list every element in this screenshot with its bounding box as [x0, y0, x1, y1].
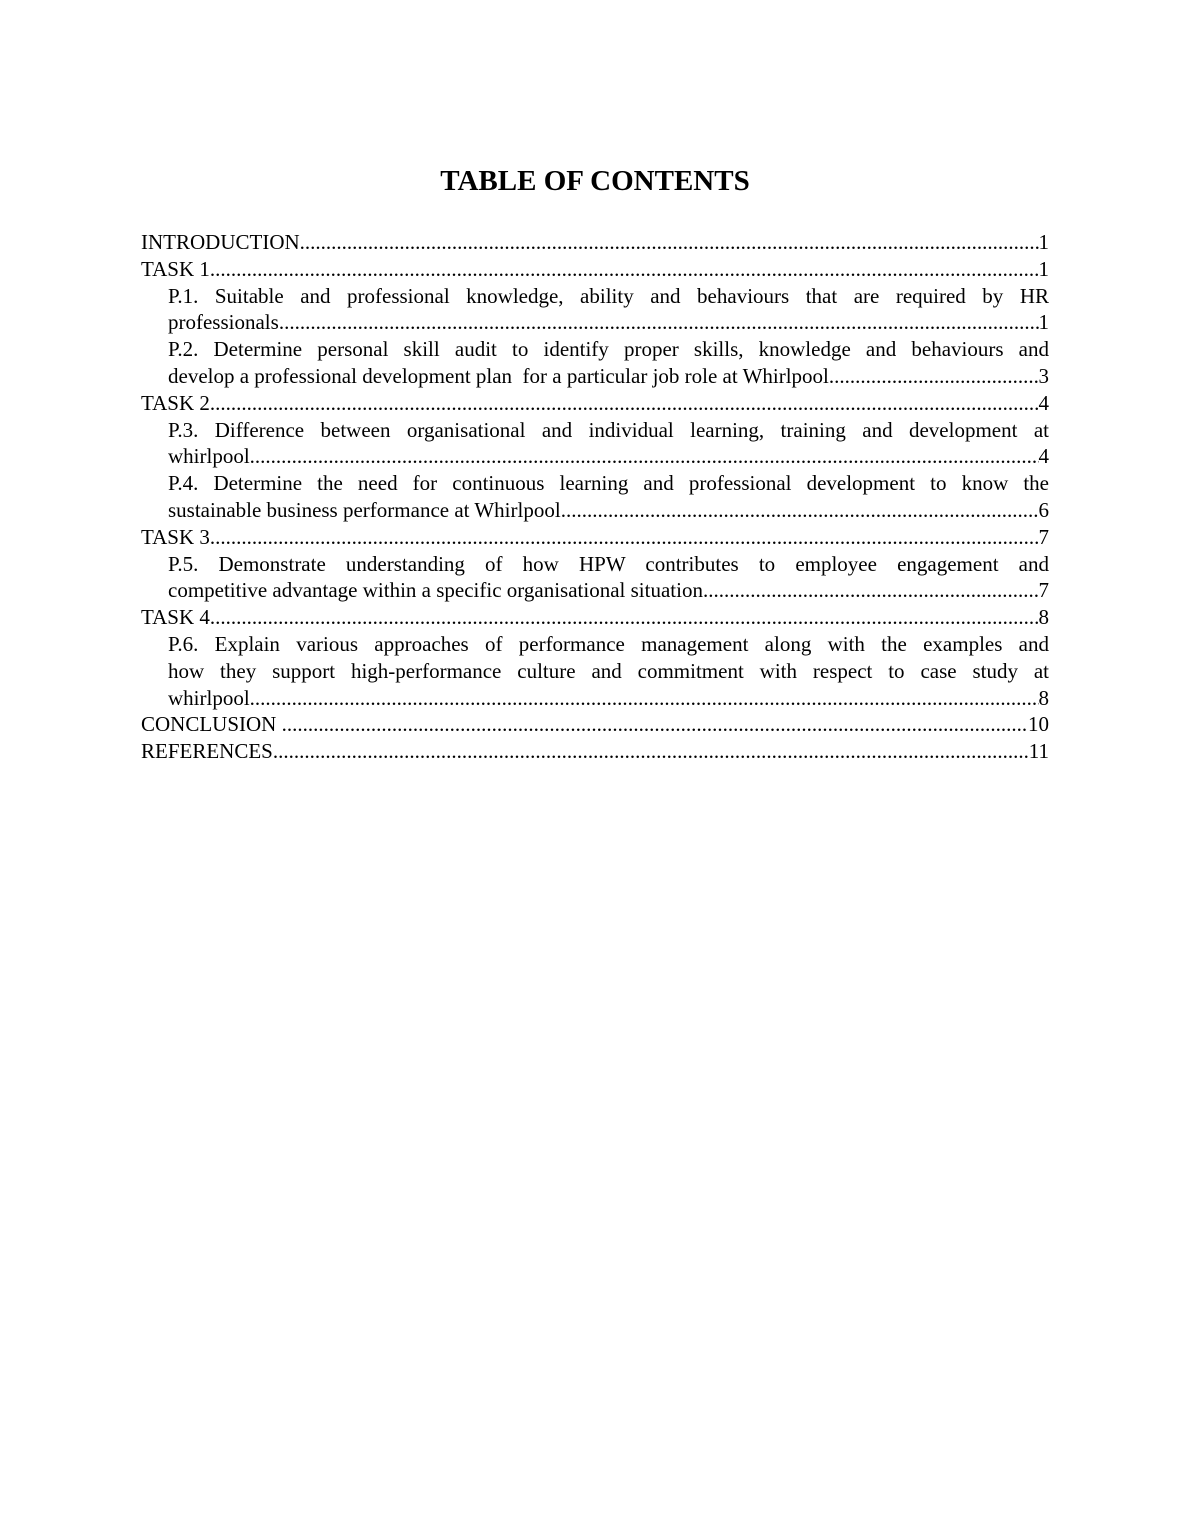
toc-leader-line: [168, 443, 1049, 470]
dot-leader: [250, 443, 1039, 470]
toc-page-number: 8: [1038, 685, 1049, 710]
toc-leader-line: [168, 363, 1049, 390]
dot-leader: [300, 229, 1039, 256]
table-of-contents: [141, 229, 1049, 765]
toc-subentry[interactable]: [168, 551, 1049, 605]
toc-leader-line: [141, 738, 1049, 765]
toc-page-number: 1: [1038, 310, 1049, 335]
dot-leader: [279, 309, 1039, 336]
toc-entry-label: CONCLUSION: [141, 712, 282, 737]
toc-leader-line: [168, 497, 1049, 524]
toc-page-number: 3: [1038, 363, 1049, 388]
toc-entry[interactable]: [141, 229, 1049, 256]
toc-page-number: 1: [1038, 230, 1049, 254]
toc-entry-label: TASK 3: [141, 524, 210, 549]
toc-entry-label: develop a professional development plan for a particular job role at Whirlpool: [168, 363, 829, 388]
toc-entry-label: TASK 2: [141, 390, 210, 415]
toc-entry-text-line: P.1. Suitable and professional knowledge, ability and behaviours that are required by HR: [168, 283, 1049, 308]
toc-subentry[interactable]: [168, 631, 1049, 711]
toc-entry-text-line: P.6. Explain various approaches of performance management along with the examples and: [168, 631, 1049, 656]
toc-entry-label: INTRODUCTION: [141, 230, 300, 254]
toc-leader-line: [141, 229, 1049, 256]
dot-leader: [829, 363, 1039, 390]
toc-page-number: 6: [1038, 497, 1049, 522]
toc-entry-label: TASK 4: [141, 605, 210, 630]
toc-subentry[interactable]: [168, 336, 1049, 390]
toc-entry-label: professionals: [168, 310, 279, 335]
toc-page-number: 4: [1038, 390, 1049, 415]
toc-page-number: 10: [1028, 712, 1049, 737]
toc-entry[interactable]: [141, 256, 1049, 283]
toc-page-number: 7: [1038, 578, 1049, 603]
toc-entry-label: whirlpool: [168, 444, 250, 469]
toc-page-number: 7: [1038, 524, 1049, 549]
toc-entry[interactable]: [141, 604, 1049, 631]
toc-leader-line: [168, 309, 1049, 336]
toc-entry[interactable]: [141, 738, 1049, 765]
toc-entry-label: sustainable business performance at Whirlpool: [168, 497, 561, 522]
toc-leader-line: [141, 390, 1049, 417]
toc-leader-line: [141, 604, 1049, 631]
toc-entry-label: TASK 1: [141, 256, 210, 281]
dot-leader: [210, 524, 1039, 551]
toc-page-number: 8: [1038, 605, 1049, 630]
dot-leader: [561, 497, 1039, 524]
toc-subentry[interactable]: [168, 417, 1049, 471]
dot-leader: [210, 604, 1039, 631]
toc-subentry[interactable]: [168, 283, 1049, 337]
toc-entry[interactable]: [141, 524, 1049, 551]
toc-leader-line: [141, 524, 1049, 551]
toc-entry-label: REFERENCES: [141, 739, 273, 764]
toc-entry-label: competitive advantage within a specific organisational situation: [168, 578, 703, 603]
toc-entry-text-line: P.5. Demonstrate understanding of how HPW contributes to employee engagement and: [168, 551, 1049, 576]
toc-leader-line: [168, 685, 1049, 712]
page-title: TABLE OF CONTENTS: [440, 165, 750, 197]
toc-page-number: 11: [1028, 739, 1049, 764]
toc-leader-line: [141, 711, 1049, 738]
toc-entry-text-line: P.4. Determine the need for continuous learning and professional development to know the: [168, 471, 1049, 496]
toc-page-number: 1: [1038, 256, 1049, 281]
dot-leader: [210, 390, 1039, 417]
toc-page-number: 4: [1038, 444, 1049, 469]
dot-leader: [703, 577, 1039, 604]
toc-leader-line: [168, 577, 1049, 604]
toc-leader-line: [141, 256, 1049, 283]
dot-leader: [250, 685, 1039, 712]
toc-entry-text-line: how they support high-performance culture and commitment with respect to case study at: [168, 658, 1049, 683]
dot-leader: [282, 711, 1028, 738]
toc-entry[interactable]: [141, 390, 1049, 417]
toc-subentry[interactable]: [168, 470, 1049, 524]
toc-entry-text-line: P.2. Determine personal skill audit to identify proper skills, knowledge and behaviours and: [168, 337, 1049, 362]
toc-entry[interactable]: [141, 711, 1049, 738]
toc-entry-label: whirlpool: [168, 685, 250, 710]
dot-leader: [210, 256, 1039, 283]
dot-leader: [273, 738, 1029, 765]
toc-entry-text-line: P.3. Difference between organisational and individual learning, training and development at: [168, 417, 1049, 442]
